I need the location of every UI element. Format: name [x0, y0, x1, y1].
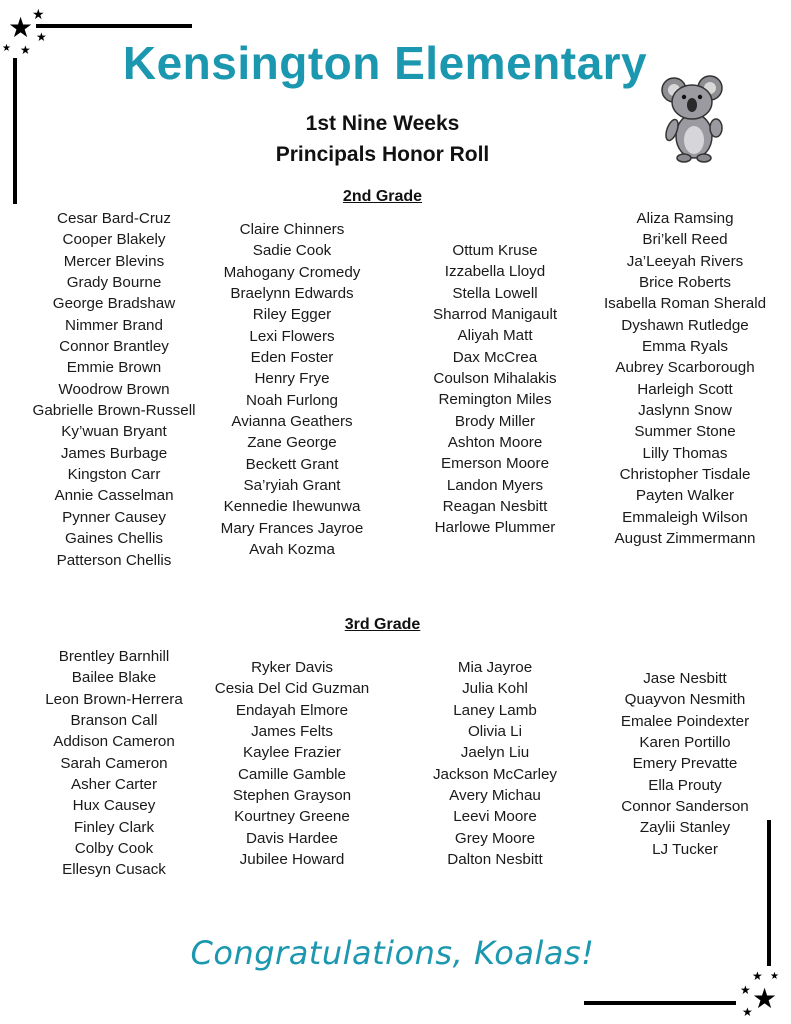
list-item: Remington Miles — [438, 391, 552, 409]
list-item: Summer Stone — [634, 423, 736, 441]
list-item: Connor Brantley — [59, 338, 169, 356]
honor-roll-label: Principals Honor Roll — [275, 143, 490, 166]
list-item: Woodrow Brown — [58, 380, 170, 398]
list-item: Henry Frye — [254, 370, 330, 388]
list-item: Kourtney Greene — [234, 808, 350, 826]
list-item: Zaylii Stanley — [639, 819, 731, 837]
list-item: Claire Chinners — [239, 221, 345, 238]
list-item: Christopher Tisdale — [619, 466, 751, 484]
list-item: Bri’kell Reed — [642, 231, 728, 249]
list-item: Bailee Blake — [71, 669, 157, 687]
list-item: Ella Prouty — [648, 776, 722, 794]
list-item: Connor Sanderson — [621, 798, 749, 816]
list-item: Aubrey Scarborough — [615, 359, 755, 377]
list-item: Beckett Grant — [245, 455, 339, 473]
term-label: 1st Nine Weeks — [305, 112, 460, 135]
list-item: Sarah Cameron — [60, 754, 168, 772]
list-item: Brice Roberts — [638, 274, 731, 292]
list-item: Landon Myers — [446, 476, 544, 494]
list-item: Cesar Bard-Cruz — [57, 210, 171, 227]
star-icon: ★ — [752, 969, 763, 983]
list-item: Dax McCrea — [452, 348, 538, 366]
list-item: Leon Brown-Herrera — [45, 690, 183, 708]
grade3-column-4 — [595, 668, 775, 860]
school-title: Kensington Elementary — [122, 37, 648, 89]
list-item: Avery Michau — [449, 787, 541, 805]
list-item: Izzabella Lloyd — [444, 263, 546, 281]
list-item: Olivia Li — [467, 723, 523, 741]
star-icon: ★ — [36, 30, 47, 44]
list-item: Zane George — [247, 434, 337, 452]
grade2-column-3 — [405, 240, 585, 539]
bottom-right-horizontal-line — [584, 1001, 736, 1005]
list-item: Aliyah Matt — [457, 327, 533, 345]
list-item: Ottum Kruse — [452, 242, 538, 259]
list-item: Mahogany Cromedy — [223, 263, 361, 281]
list-item: Sharrod Manigault — [432, 306, 558, 324]
list-item: Emery Prevatte — [632, 755, 738, 773]
list-item: Jaelyn Liu — [460, 744, 530, 762]
list-item: Jaslynn Snow — [638, 402, 732, 420]
list-item: Pynner Causey — [62, 508, 166, 526]
list-item: Ryker Davis — [251, 659, 333, 676]
grade3-column-3 — [405, 657, 585, 870]
list-item: Harlowe Plummer — [434, 519, 556, 537]
list-item: Ja’Leeyah Rivers — [626, 252, 744, 270]
list-item: Nimmer Brand — [65, 316, 163, 334]
list-item: Lexi Flowers — [249, 327, 335, 345]
grade3-column-2 — [197, 657, 387, 870]
star-icon: ★ — [742, 1005, 753, 1019]
list-item: Ellesyn Cusack — [62, 861, 166, 879]
list-item: Sa’ryiah Grant — [243, 477, 341, 495]
list-item: August Zimmermann — [614, 530, 756, 548]
list-item: Sadie Cook — [252, 242, 332, 260]
list-item: Avianna Geathers — [231, 413, 353, 431]
list-item: Lilly Thomas — [642, 444, 728, 462]
list-item: Karen Portillo — [639, 734, 731, 752]
list-item: Leevi Moore — [453, 808, 537, 826]
list-item: Davis Hardee — [245, 829, 338, 847]
star-icon: ★ — [8, 11, 34, 44]
list-item: Stephen Grayson — [232, 787, 352, 805]
list-item: Noah Furlong — [245, 391, 339, 409]
list-item: Cesia Del Cid Guzman — [214, 680, 370, 698]
list-item: Brody Miller — [454, 412, 536, 430]
list-item: Branson Call — [70, 712, 158, 730]
list-item: Emmaleigh Wilson — [622, 508, 748, 526]
grade2-column-1 — [14, 208, 214, 571]
list-item: Hux Causey — [72, 797, 156, 815]
list-item: Isabella Roman Sherald — [603, 295, 767, 313]
list-item: Cooper Blakely — [62, 231, 166, 249]
list-item: Grady Bourne — [66, 274, 162, 292]
list-item: Gaines Chellis — [65, 530, 163, 548]
top-left-horizontal-line — [36, 24, 192, 28]
list-item: Reagan Nesbitt — [442, 498, 548, 516]
star-icon: ★ — [740, 983, 751, 997]
koala-icon — [660, 72, 726, 164]
star-icon: ★ — [770, 971, 779, 982]
list-item: James Burbage — [60, 444, 168, 462]
list-item: Coulson Mihalakis — [433, 370, 557, 388]
grade2-column-4 — [590, 208, 780, 550]
grade2-column-2 — [197, 219, 387, 561]
list-item: Dyshawn Rutledge — [621, 316, 749, 334]
list-item: Riley Egger — [252, 306, 332, 324]
star-icon: ★ — [32, 7, 45, 23]
list-item: Jubilee Howard — [239, 851, 345, 869]
congratulations-message: Congratulations, Koalas! — [190, 934, 595, 972]
list-item: Jackson McCarley — [432, 765, 558, 783]
list-item: Kingston Carr — [67, 466, 161, 484]
list-item: Brentley Barnhill — [58, 648, 170, 665]
list-item: Aliza Ramsing — [636, 210, 734, 227]
list-item: Patterson Chellis — [56, 551, 172, 569]
list-item: Julia Kohl — [462, 680, 528, 698]
list-item: Asher Carter — [70, 776, 158, 794]
grade3-column-1 — [24, 646, 204, 881]
list-item: Laney Lamb — [453, 701, 537, 719]
list-item: Colby Cook — [74, 840, 154, 858]
list-item: Emerson Moore — [440, 455, 550, 473]
list-item: Endayah Elmore — [235, 701, 349, 719]
star-icon: ★ — [20, 43, 31, 57]
list-item: Avah Kozma — [249, 541, 335, 559]
grade3-heading: 3rd Grade — [344, 616, 421, 633]
list-item: Mia Jayroe — [457, 659, 533, 676]
list-item: Emma Ryals — [641, 338, 729, 356]
list-item: George Bradshaw — [52, 295, 176, 313]
list-item: Ashton Moore — [447, 434, 543, 452]
list-item: Payten Walker — [635, 487, 735, 505]
list-item: Mercer Blevins — [63, 252, 165, 270]
list-item: Kennedie Ihewunwa — [223, 498, 361, 516]
list-item: Addison Cameron — [53, 733, 175, 751]
list-item: Emalee Poindexter — [620, 712, 750, 730]
list-item: Kaylee Frazier — [243, 744, 341, 762]
list-item: Ky’wuan Bryant — [61, 423, 167, 441]
list-item: Grey Moore — [454, 829, 536, 847]
list-item: Quayvon Nesmith — [624, 691, 746, 709]
star-icon: ★ — [2, 43, 11, 54]
list-item: Camille Gamble — [237, 765, 347, 783]
list-item: Annie Casselman — [54, 487, 174, 505]
list-item: James Felts — [251, 723, 333, 741]
list-item: Finley Clark — [73, 818, 155, 836]
list-item: Eden Foster — [250, 349, 334, 367]
list-item: Jase Nesbitt — [643, 670, 727, 687]
list-item: Stella Lowell — [452, 284, 538, 302]
list-item: Mary Frances Jayroe — [220, 519, 364, 537]
list-item: Dalton Nesbitt — [447, 851, 543, 869]
list-item: LJ Tucker — [652, 840, 718, 858]
star-icon: ★ — [752, 982, 778, 1015]
list-item: Emmie Brown — [66, 359, 162, 377]
list-item: Harleigh Scott — [637, 380, 733, 398]
list-item: Braelynn Edwards — [230, 285, 354, 303]
list-item: Gabrielle Brown-Russell — [32, 402, 196, 420]
grade2-heading: 2nd Grade — [342, 188, 423, 205]
